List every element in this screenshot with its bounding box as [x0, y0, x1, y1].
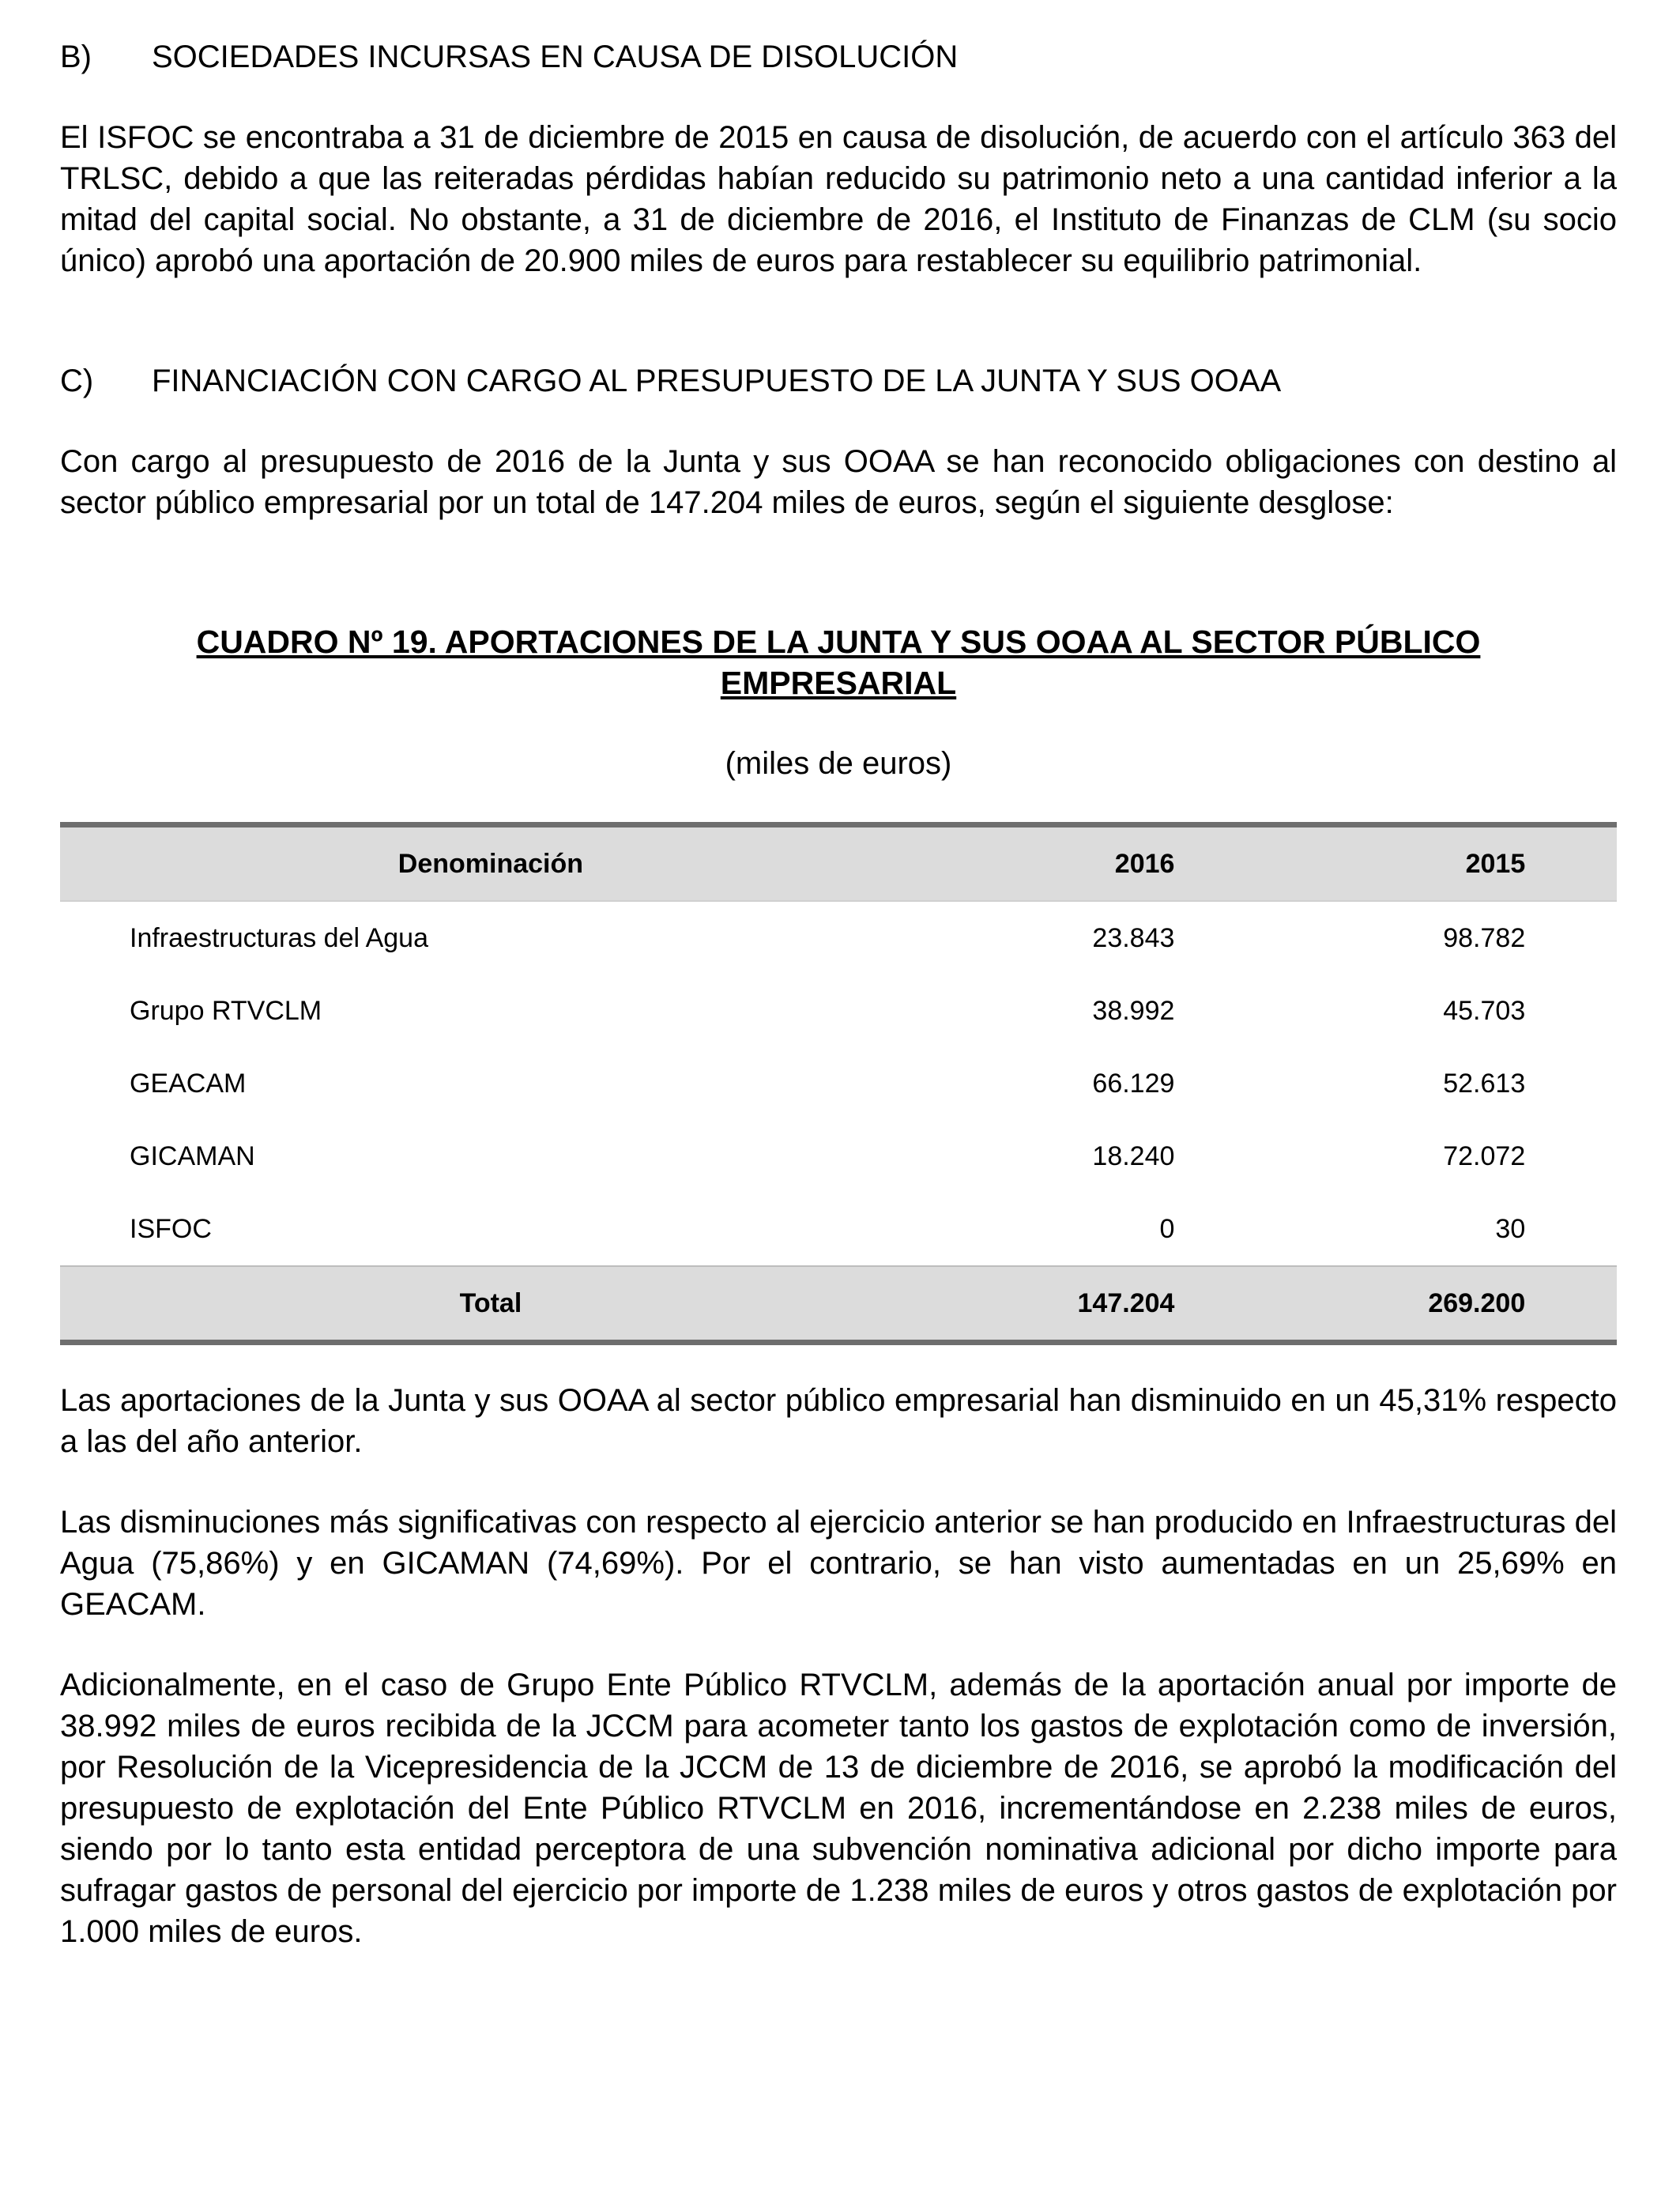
table-caption-line2: EMPRESARIAL [720, 665, 957, 701]
total-2016: 147.204 [921, 1266, 1175, 1343]
section-c-heading [60, 360, 1281, 401]
total-label: Total [60, 1266, 921, 1343]
row-2016: 18.240 [1092, 1140, 1175, 1171]
row-2016: 38.992 [1092, 995, 1175, 1026]
section-b-heading [60, 36, 958, 77]
row-name: ISFOC [130, 1213, 212, 1244]
analysis-paragraph-2: Las disminuciones más significativas con respecto al ejercicio anterior se han producido en Infraestructuras del Agua (75,86%) y en GICAMAN (74,69%). Por el contrario, se han visto aumentadas en un 25,69% en GEACAM. [60, 1505, 1617, 1622]
row-2016: 0 [1159, 1213, 1175, 1244]
section-b-label: B) [60, 40, 92, 74]
row-name: Infraestructuras del Agua [130, 922, 429, 953]
table-header-row [60, 825, 1617, 902]
row-2015: 52.613 [1443, 1068, 1526, 1099]
section-c-title: FINANCIACIÓN CON CARGO AL PRESUPUESTO DE LA JUNTA Y SUS OOAA [152, 364, 1282, 398]
table-caption-line1: CUADRO Nº 19. APORTACIONES DE LA JUNTA Y SUS OOAA AL SECTOR PÚBLICO [196, 624, 1481, 660]
row-2015: 30 [1495, 1213, 1526, 1244]
table-row [60, 1193, 1617, 1266]
section-c-label: C) [60, 364, 94, 398]
section-c-paragraph: Con cargo al presupuesto de 2016 de la Junta y sus OOAA se han reconocido obligaciones con destino al sector público empresarial por un total de 147.204 miles de euros, según el siguiente desglose: [60, 444, 1617, 520]
table-row [60, 974, 1617, 1047]
table-total-row [60, 1266, 1617, 1343]
row-name: GICAMAN [130, 1140, 255, 1171]
header-2015: 2015 [1174, 825, 1525, 902]
table-row [60, 1047, 1617, 1120]
table-row [60, 1120, 1617, 1193]
row-2015: 98.782 [1443, 922, 1526, 953]
contributions-table [60, 822, 1617, 1345]
row-2016: 66.129 [1092, 1068, 1175, 1099]
header-2016: 2016 [921, 825, 1175, 902]
analysis-paragraph-3: Adicionalmente, en el caso de Grupo Ente Público RTVCLM, además de la aportación anual por importe de 38.992 miles de euros recibida de la JCCM para acometer tanto los gastos de explotación como de inversión, por Resolución de la Vicepresidencia de la JCCM de 13 de diciembre de 2016, se aprobó la modificación del presupuesto de explotación del Ente Público RTVCLM en 2016, incrementándose en 2.238 miles de euros, siendo por lo tanto esta entidad perceptora de una subvención nominativa adicional por dicho importe para sufragar gastos de personal del ejercicio por importe de 1.238 miles de euros y otros gastos de explotación por 1.000 miles de euros. [60, 1668, 1617, 1949]
row-name: Grupo RTVCLM [130, 995, 322, 1026]
row-2015: 45.703 [1443, 995, 1526, 1026]
section-b-title: SOCIEDADES INCURSAS EN CAUSA DE DISOLUCIÓN [152, 40, 959, 74]
header-name: Denominación [60, 825, 921, 902]
section-b-paragraph: El ISFOC se encontraba a 31 de diciembre de 2015 en causa de disolución, de acuerdo con el artículo 363 del TRLSC, debido a que las reiteradas pérdidas habían reducido su patrimonio neto a una cantidad inferior a la mitad del capital social. No obstante, a 31 de diciembre de 2016, el Instituto de Finanzas de CLM (su socio único) aprobó una aportación de 20.900 miles de euros para restablecer su equilibrio patrimonial. [60, 120, 1617, 278]
table-units: (miles de euros) [725, 746, 952, 781]
row-2016: 23.843 [1092, 922, 1175, 953]
total-2015: 269.200 [1174, 1266, 1525, 1343]
row-2015: 72.072 [1443, 1140, 1526, 1171]
analysis-paragraph-1: Las aportaciones de la Junta y sus OOAA al sector público empresarial han disminuido en un 45,31% respecto a las del año anterior. [60, 1383, 1617, 1459]
table-row [60, 901, 1617, 974]
row-name: GEACAM [130, 1068, 247, 1099]
